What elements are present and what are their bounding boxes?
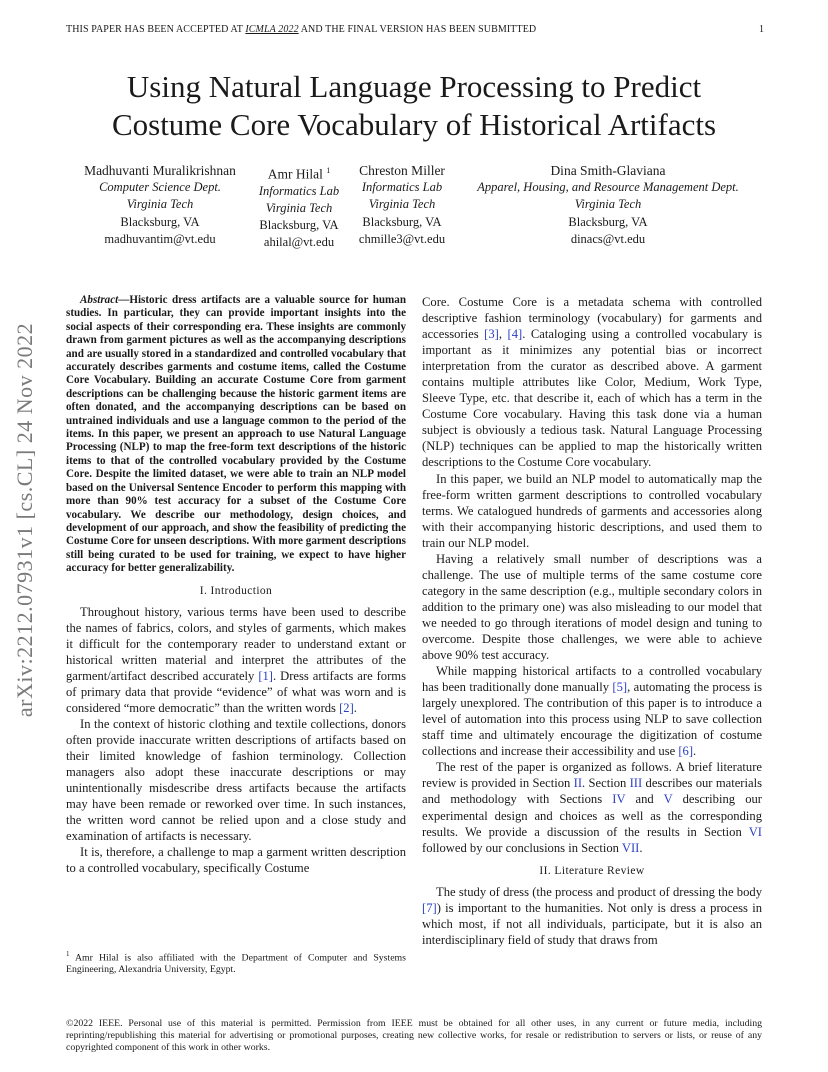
section-link[interactable]: II	[573, 776, 583, 791]
author-city: Blacksburg, VA	[259, 218, 339, 233]
citation-link[interactable]: [6]	[678, 744, 694, 759]
citation-link[interactable]: [4]	[507, 327, 523, 342]
abstract	[66, 294, 406, 576]
running-header	[66, 24, 536, 35]
literature-paragraph-1	[422, 884, 762, 948]
author-block-4	[456, 162, 760, 248]
intro-paragraph-2: In the context of historic clothing and textile collections, donors often provide inaccurate written descriptions of artifacts based on their limited knowledge of fashion terminology. Collection managers also adopt these inaccurate descriptions or may unintentionally misdescribe dress artifacts because the artifacts may have been remade or reworked over time. In such instances, the written word cannot be relied upon and a close study and examination of artifacts is necessary.	[66, 716, 406, 844]
page-number: 1	[759, 24, 764, 35]
paragraph-text: ,	[498, 327, 508, 342]
copyright-notice: ©2022 IEEE. Personal use of this material is permitted. Permission from IEEE must be obtained for all other uses, in any current or future media, including reprinting/republishing this material for advertising or promotional purposes, creating new collective works, for resale or redistribution to servers or lists, or reuse of any copyrighted component of this work in other works.	[66, 1018, 762, 1054]
author-email: madhuvantim@vt.edu	[104, 231, 216, 246]
author-name: Amr Hilal	[267, 166, 323, 182]
footnote-mark: 1	[66, 950, 70, 958]
citation-link[interactable]: [5]	[612, 680, 628, 695]
paragraph-text: The study of dress (the process and product of dressing the body	[436, 884, 762, 899]
intro-paragraph-1	[66, 604, 406, 716]
author-city: Blacksburg, VA	[120, 214, 200, 229]
section-link[interactable]: VII	[621, 840, 640, 855]
section-link[interactable]: IV	[612, 792, 626, 807]
header-suffix: AND THE FINAL VERSION HAS BEEN SUBMITTED	[298, 24, 537, 35]
intro-paragraph-3: It is, therefore, a challenge to map a garment written description to a controlled vocabulary, specifically Costume	[66, 845, 406, 876]
author-university: Virginia Tech	[574, 197, 642, 212]
header-prefix: THIS PAPER HAS BEEN ACCEPTED AT	[66, 24, 246, 35]
footnote	[66, 948, 406, 976]
citation-link[interactable]: [7]	[422, 900, 437, 915]
author-university: Virginia Tech	[265, 200, 333, 215]
citation-link[interactable]: [3]	[484, 327, 499, 342]
paragraph-text: , automating the process is largely unexplored. The contribution of this paper is to introduce a level of automation into this process using NLP to save collection staff time and ultimately encourage the digitization of costume collections and increase their accessibility and use	[422, 680, 762, 759]
arxiv-stamp-text: arXiv:2212.07931v1 [cs.CL] 24 Nov 2022	[12, 322, 37, 718]
abstract-label: Abstract	[80, 294, 119, 306]
right-column	[422, 294, 762, 948]
section-link[interactable]: III	[629, 776, 643, 791]
author-name-row	[248, 162, 350, 183]
paragraph-text: While mapping historical artifacts to a controlled vocabulary has been traditionally done manually	[422, 664, 762, 695]
author-block-3	[350, 162, 454, 248]
paragraph-text: ) is important to the humanities. Not only is dress a process in which most, if not all individuals, participate, but it is also an interdisciplinary field of study that draws from	[422, 900, 762, 947]
footnote-text: Amr Hilal is also affiliated with the Department of Computer and Systems Engineering, Alexandria University, Egypt.	[66, 952, 406, 976]
section-heading-introduction: I. Introduction	[199, 584, 273, 597]
intro-paragraph-7	[422, 759, 762, 855]
author-university: Virginia Tech	[368, 197, 436, 212]
paragraph-text: .	[639, 840, 643, 855]
section-heading-literature-review: II. Literature Review	[539, 864, 645, 877]
author-name: Madhuvanti Muralikrishnan	[84, 163, 236, 178]
paragraph-text: The rest of the paper is organized as follows. A brief literature review is provided in Section	[422, 760, 762, 791]
paper-title	[0, 68, 828, 144]
author-email: ahilal@vt.edu	[263, 235, 335, 250]
citation-link[interactable]: [2]	[339, 700, 354, 715]
author-dept: Informatics Lab	[361, 180, 443, 195]
section-link[interactable]: VI	[748, 824, 762, 839]
paragraph-text: describes our materials and methodology with Sections	[422, 776, 762, 807]
paragraph-text: .	[693, 744, 697, 759]
author-dept: Computer Science Dept.	[99, 180, 221, 195]
left-column	[66, 294, 406, 876]
title-line-1: Using Natural Language Processing to Predict	[126, 69, 702, 104]
intro-paragraph-5: Having a relatively small number of descriptions was a challenge. The use of multiple terms of the same costume core category in the same description (e.g., multiple secondary colors in addition to the primary one) was also misleading to our model that we needed to go through iterations of model design and tuning to overcome. Despite those challenges, we were able to achieve above 90% test accuracy.	[422, 551, 762, 663]
intro-paragraph-4: In this paper, we build an NLP model to automatically map the free-form written garment descriptions to controlled vocabulary terms. We catalogued hundreds of garments and accessories along with their accompanying historic descriptions, and used them to train our NLP model.	[422, 471, 762, 550]
author-block-2	[248, 162, 350, 252]
author-block-1	[70, 162, 250, 248]
author-email: dinacs@vt.edu	[570, 231, 646, 246]
paragraph-text: Core. Costume Core is a metadata schema with controlled descriptive fashion terminology (vocabulary) for garments and accessories	[422, 295, 762, 342]
paragraph-text: .	[353, 700, 357, 715]
author-city: Blacksburg, VA	[568, 214, 648, 229]
paragraph-text: Throughout history, various terms have been used to describe the names of fabrics, colors, and styles of garments, which makes it difficult for the contemporary reader to understand extant or historical written material and interpret the attributes of the garment/artifact described accurately	[66, 604, 406, 683]
arxiv-stamp	[8, 280, 42, 760]
section-link[interactable]: V	[663, 792, 673, 807]
intro-paragraph-6	[422, 663, 762, 759]
abstract-text: —Historic dress artifacts are a valuable source for human studies. In particular, they can provide important insights into the social aspects of their corresponding era. These insights are commonly drawn from garment pictures as well as the accompanying descriptions and are usually stored in a standardized and controlled vocabulary that accurately describes garments and costume items, called the Costume Core Vocabulary. Building an accurate Costume Core from garment descriptions can be challenging because the historic garment items are often donated, and the accompanying descriptions can be based on untrained individuals and use a language common to the period of the items. In this paper, we present an approach to use Natural Language Processing (NLP) to map the free-form text descriptions of the historic items to that of the controlled vocabulary provided by the Costume Core. Despite the limited dataset, we were able to train an NLP model based on the Universal Sentence Encoder to perform this mapping with more than 90% test accuracy for a subset of the Costume Core vocabulary. We describe our methodology, design choices, and development of our approach, and show the feasibility of predicting the Costume Core for unseen descriptions. With more garment descriptions still being curated to be used for training, we expect to have higher accuracy for better generalizability.	[66, 294, 406, 575]
author-city: Blacksburg, VA	[362, 214, 442, 229]
author-dept: Apparel, Housing, and Resource Management Dept.	[477, 180, 739, 195]
title-line-2: Costume Core Vocabulary of Historical Artifacts	[111, 107, 717, 142]
intro-paragraph-3-continued	[422, 294, 762, 471]
paragraph-text: . Cataloging using a controlled vocabulary is important as it minimizes any potential bias or incorrect interpretation from the curator as described above. A garment contains multiple attributes like Color, Medium, Work Type, Sleeve Type, etc. that describe it, each of which has a term in the Costume Core vocabulary. Having this task done via a human subject is obviously a tedious task. Natural Language Processing (NLP) techniques can be applied to map the historically written descriptions to the Costume Core vocabulary.	[422, 327, 763, 470]
venue-link[interactable]: ICMLA 2022	[245, 24, 299, 35]
paragraph-text: followed by our conclusions in Section	[422, 840, 622, 855]
paragraph-text: describing our experimental design and choices as well as the corresponding results. We provide a discussion of the results in Section	[422, 792, 762, 839]
paragraph-text: and	[625, 792, 664, 807]
author-email: chmille3@vt.edu	[358, 231, 446, 246]
paragraph-text: . Dress artifacts are forms of primary data that provide “evidence” of what was worn and is considered “more democratic” than the written words	[66, 668, 406, 715]
author-footnote-mark: 1	[326, 166, 331, 175]
author-name: Chreston Miller	[359, 163, 445, 178]
citation-link[interactable]: [1]	[258, 668, 273, 683]
paragraph-text: . Section	[582, 776, 630, 791]
author-university: Virginia Tech	[126, 197, 194, 212]
author-name: Dina Smith-Glaviana	[550, 163, 666, 178]
author-dept: Informatics Lab	[258, 183, 340, 198]
